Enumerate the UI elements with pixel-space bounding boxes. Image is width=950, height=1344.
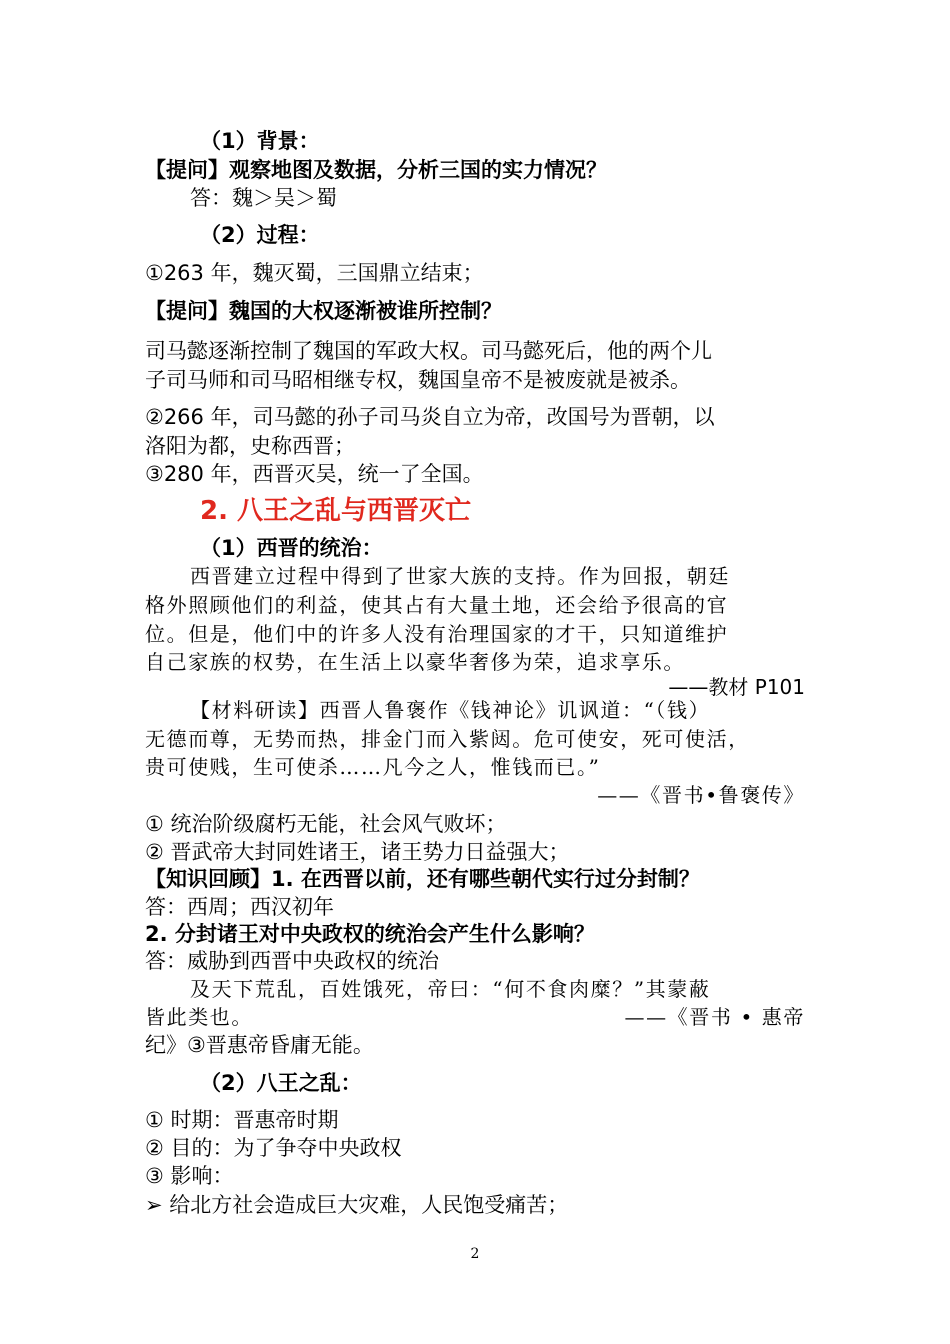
answer-strength: 答：魏＞吴＞蜀 <box>190 186 337 210</box>
quote-line-4: 自己家族的权势，在生活上以豪华奢侈为荣，追求享乐。 <box>145 650 685 674</box>
anecdote-source: ——《晋书 • 惠帝 <box>624 1005 805 1029</box>
point-period: ① 时期：晋惠帝时期 <box>145 1108 339 1132</box>
text-line-266-2: 洛阳为都，史称西晋； <box>145 434 355 458</box>
knowledge-review-question: 【知识回顾】1. 在西晋以前，还有哪些朝代实行过分封制？ <box>145 867 700 891</box>
quote-line-2: 格外照顾他们的利益，使其占有大量土地，还会给予很高的官 <box>145 593 729 617</box>
subheading-eight-princes: （2）八王之乱： <box>200 1071 362 1095</box>
subheading-western-jin-rule: （1）西晋的统治： <box>200 536 383 560</box>
material-line-2: 无德而尊，无势而热，排金门而入紫闼。危可使安，死可使活， <box>145 727 750 751</box>
quote-line-1: 西晋建立过程中得到了世家大族的支持。作为回报，朝廷 <box>190 564 730 588</box>
question-wei-power: 【提问】魏国的大权逐渐被谁所控制？ <box>145 299 502 323</box>
point-corrupt: ① 统治阶级腐朽无能，社会风气败坏； <box>145 812 507 836</box>
section-heading-eight-princes: 2. 八王之乱与西晋灭亡 <box>200 496 472 526</box>
anecdote-line-1: 及天下荒乱，百姓饿死，帝曰：“何不食肉糜？”其蒙蔽 <box>190 977 711 1001</box>
text-line-sima-1: 司马懿逐渐控制了魏国的军政大权。司马懿死后，他的两个儿 <box>145 339 712 363</box>
text-line-266-1: ②266 年，司马懿的孙子司马炎自立为帝，改国号为晋朝，以 <box>145 405 715 429</box>
subheading-background: （1）背景： <box>200 129 320 153</box>
answer-impact: 答：威胁到西晋中央政权的统治 <box>145 949 439 973</box>
text-line-280: ③280 年，西晋灭吴，统一了全国。 <box>145 462 484 486</box>
point-purpose: ② 目的：为了争夺中央政权 <box>145 1136 402 1160</box>
quote-source-textbook: ——教材 P101 <box>668 675 805 699</box>
page-number: 2 <box>470 1246 480 1262</box>
anecdote-conclusion: 纪》③晋惠帝昏庸无能。 <box>145 1033 374 1057</box>
question-three-kingdoms: 【提问】观察地图及数据，分析三国的实力情况？ <box>145 158 607 182</box>
knowledge-review-answer: 答：西周；西汉初年 <box>145 895 334 919</box>
text-line-263: ①263 年，魏灭蜀，三国鼎立结束； <box>145 261 484 285</box>
material-line-1: 【材料研读】西晋人鲁褒作《钱神论》讥讽道：“（钱） <box>190 698 711 722</box>
point-enfeoff: ② 晋武帝大封同姓诸王，诸王势力日益强大； <box>145 840 570 864</box>
point-influence: ③ 影响： <box>145 1164 234 1188</box>
subheading-process: （2）过程： <box>200 223 320 247</box>
text-line-sima-2: 子司马师和司马昭相继专权，魏国皇帝不是被废就是被杀。 <box>145 368 691 392</box>
material-source: ——《晋书•鲁褒传》 <box>597 783 805 807</box>
question-impact: 2. 分封诸王对中央政权的统治会产生什么影响？ <box>145 922 595 946</box>
bullet-disaster: ➢ 给北方社会造成巨大灾难，人民饱受痛苦； <box>145 1193 569 1217</box>
material-line-3: 贵可使贱，生可使杀……凡今之人，惟钱而已。” <box>145 755 601 779</box>
anecdote-line-2: 皆此类也。 <box>145 1005 253 1029</box>
quote-line-3: 位。但是，他们中的许多人没有治理国家的才干，只知道维护 <box>145 622 729 646</box>
